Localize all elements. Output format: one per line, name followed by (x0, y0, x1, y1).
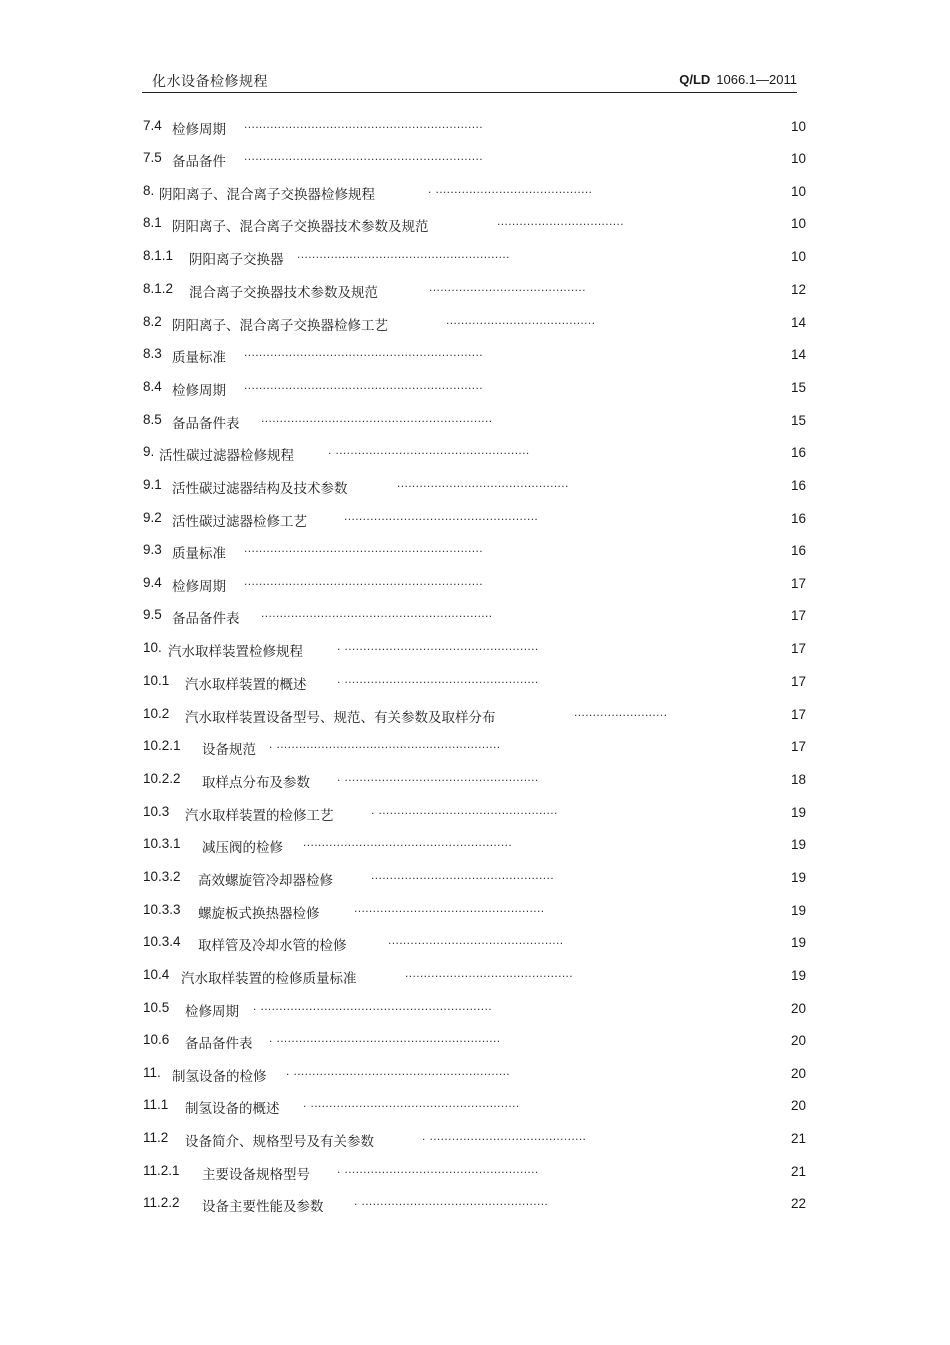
toc-dot-leader: ................................................................ (244, 378, 483, 392)
toc-dot-leader: ................................................................ (244, 574, 483, 588)
toc-entry-number: 11.1 (143, 1097, 169, 1112)
toc-entry-number: 10. (143, 640, 162, 655)
toc-page-number: 16 (790, 445, 806, 460)
toc-entry (143, 1063, 806, 1087)
toc-page-number: 17 (790, 608, 806, 623)
toc-entry-title: 备品备件表 (185, 1036, 253, 1052)
toc-entry-title: 取样点分布及参数 (202, 775, 310, 791)
toc-entry-title: 阴阳离子交换器 (189, 252, 284, 268)
toc-dot-leader: ................................................................ (244, 149, 483, 163)
toc-entry-title: 质量标准 (172, 350, 226, 366)
toc-entry-number: 10.2.1 (143, 738, 181, 753)
toc-entry-number: 10.4 (143, 967, 170, 982)
toc-page-number: 19 (790, 870, 806, 885)
toc-entry-title: 主要设备规格型号 (202, 1167, 310, 1183)
toc-entry-number: 7.5 (143, 150, 162, 165)
toc-page-number: 14 (790, 315, 806, 330)
toc-entry (143, 802, 806, 826)
toc-entry-title: 检修周期 (172, 579, 226, 595)
toc-entry-title: 检修周期 (172, 122, 226, 138)
toc-dot-leader: ........................................ (446, 313, 596, 327)
toc-dot-leader: .............................................................. (261, 411, 493, 425)
toc-entry-title: 汽水取样装置设备型号、规范、有关参数及取样分布 (185, 710, 496, 726)
toc-page-number: 16 (790, 543, 806, 558)
toc-entry (143, 540, 806, 564)
toc-entry-title: 设备规范 (202, 742, 256, 758)
toc-page-number: 19 (790, 968, 806, 983)
toc-page-number: 10 (790, 249, 806, 264)
page-header (142, 70, 797, 93)
toc-entry-title: 设备主要性能及参数 (202, 1199, 324, 1215)
toc-dot-leader: ......................................................... (297, 247, 510, 261)
toc-entry-number: 11. (143, 1065, 161, 1080)
toc-dot-leader: ........................................................ (303, 835, 513, 849)
toc-page-number: 19 (790, 805, 806, 820)
toc-entry-number: 10.3.3 (143, 902, 181, 917)
toc-dot-leader: . .......................................... (422, 1129, 587, 1143)
toc-entry (143, 410, 806, 434)
toc-entry-number: 8.2 (143, 314, 162, 329)
toc-page-number: 12 (790, 282, 806, 297)
toc-dot-leader: . .............................................................. (253, 999, 492, 1013)
toc-entry-number: 10.1 (143, 673, 170, 688)
toc-entry-title: 备品备件表 (172, 416, 240, 432)
toc-dot-leader: ................................................... (354, 901, 545, 915)
toc-dot-leader: . .......................................... (428, 182, 593, 196)
toc-entry-number: 9.4 (143, 575, 162, 590)
toc-entry-title: 阴阳离子、混合离子交换器检修工艺 (172, 318, 388, 334)
toc-page-number: 19 (790, 837, 806, 852)
toc-entry-title: 检修周期 (185, 1004, 239, 1020)
toc-entry (143, 508, 806, 532)
toc-entry-number: 10.6 (143, 1032, 170, 1047)
toc-page-number: 19 (790, 903, 806, 918)
toc-entry (143, 704, 806, 728)
toc-entry (143, 1095, 806, 1119)
toc-entry (143, 736, 806, 760)
toc-entry-number: 10.5 (143, 1000, 170, 1015)
toc-page-number: 14 (790, 347, 806, 362)
toc-page-number: 20 (790, 1033, 806, 1048)
toc-page-number: 19 (790, 935, 806, 950)
toc-entry (143, 181, 806, 205)
toc-entry (143, 605, 806, 629)
toc-entry-title: 备品备件 (172, 154, 226, 170)
toc-page-number: 10 (790, 184, 806, 199)
toc-entry-title: 活性碳过滤器结构及技术参数 (172, 481, 348, 497)
toc-entry-title: 混合离子交换器技术参数及规范 (189, 285, 378, 301)
standard-number: 1066.1—2011 (716, 72, 797, 87)
toc-entry-number: 8.5 (143, 412, 162, 427)
toc-dot-leader: . .................................................... (337, 639, 539, 653)
standard-code (679, 72, 797, 87)
toc-page-number: 10 (790, 119, 806, 134)
toc-dot-leader: .................................. (497, 214, 624, 228)
toc-entry-number: 8.1.1 (143, 248, 174, 263)
toc-entry-title: 汽水取样装置的检修质量标准 (181, 971, 357, 987)
toc-page-number: 18 (790, 772, 806, 787)
toc-entry-number: 8. (143, 183, 155, 198)
toc-page-number: 21 (790, 1131, 806, 1146)
toc-entry-number: 8.3 (143, 346, 162, 361)
toc-dot-leader: . .................................................... (337, 672, 539, 686)
toc-dot-leader: .............................................. (397, 476, 569, 490)
toc-entry-title: 设备简介、规格型号及有关参数 (185, 1134, 374, 1150)
toc-entry-number: 9.5 (143, 607, 162, 622)
toc-page-number: 21 (790, 1164, 806, 1179)
toc-entry-title: 阴阳离子、混合离子交换器技术参数及规范 (172, 219, 429, 235)
toc-entry-number: 10.3.4 (143, 934, 181, 949)
toc-dot-leader: . .................................................... (337, 770, 539, 784)
toc-dot-leader: . ................................................ (371, 803, 558, 817)
toc-entry (143, 116, 806, 140)
toc-dot-leader: . ........................................................ (303, 1096, 520, 1110)
toc-entry (143, 1128, 806, 1152)
toc-page-number: 17 (790, 739, 806, 754)
toc-dot-leader: . .................................................... (337, 1162, 539, 1176)
toc-entry-number: 10.3.2 (143, 869, 181, 884)
toc-page-number: 20 (790, 1066, 806, 1081)
toc-entry-title: 阴阳离子、混合离子交换器检修规程 (159, 187, 375, 203)
toc-dot-leader: .................................................... (344, 509, 539, 523)
toc-page-number: 16 (790, 478, 806, 493)
toc-dot-leader: ................................................................ (244, 117, 483, 131)
toc-page-number: 17 (790, 707, 806, 722)
toc-entry (143, 998, 806, 1022)
toc-entry (143, 246, 806, 270)
toc-entry-number: 9.2 (143, 510, 162, 525)
toc-entry-number: 10.2.2 (143, 771, 181, 786)
document-title: 化水设备检修规程 (152, 74, 268, 90)
toc-entry-title: 活性碳过滤器检修规程 (159, 448, 294, 464)
toc-entry (143, 1161, 806, 1185)
toc-page-number: 16 (790, 511, 806, 526)
toc-entry (143, 769, 806, 793)
toc-entry-number: 9.3 (143, 542, 162, 557)
toc-page-number: 15 (790, 413, 806, 428)
toc-entry (143, 475, 806, 499)
toc-page-number: 17 (790, 641, 806, 656)
toc-entry-number: 10.3.1 (143, 836, 181, 851)
toc-entry-number: 9.1 (143, 477, 162, 492)
toc-entry (143, 671, 806, 695)
toc-entry-number: 11.2.2 (143, 1195, 180, 1210)
toc-entry-number: 8.1.2 (143, 281, 174, 296)
toc-entry (143, 1030, 806, 1054)
toc-entry (143, 573, 806, 597)
toc-entry (143, 312, 806, 336)
toc-entry-number: 10.3 (143, 804, 170, 819)
toc-entry-title: 汽水取样装置检修规程 (168, 644, 303, 660)
toc-entry (143, 442, 806, 466)
toc-dot-leader: .............................................................. (261, 606, 493, 620)
toc-entry-title: 高效螺旋管冷却器检修 (198, 873, 333, 889)
standard-prefix: Q/LD (679, 72, 711, 87)
toc-entry-number: 7.4 (143, 118, 162, 133)
toc-page-number: 17 (790, 576, 806, 591)
toc-entry (143, 377, 806, 401)
toc-entry (143, 834, 806, 858)
toc-page-number: 17 (790, 674, 806, 689)
toc-entry-title: 备品备件表 (172, 611, 240, 627)
toc-page-number: 10 (790, 216, 806, 231)
toc-entry (143, 965, 806, 989)
toc-dot-leader: .......................................... (429, 280, 586, 294)
toc-dot-leader: ......................... (574, 705, 668, 719)
toc-entry-number: 10.2 (143, 706, 170, 721)
toc-page-number: 20 (790, 1001, 806, 1016)
toc-entry (143, 932, 806, 956)
toc-entry (143, 900, 806, 924)
toc-dot-leader: . .......................................................... (286, 1064, 511, 1078)
toc-dot-leader: . .................................................. (354, 1194, 549, 1208)
toc-entry-title: 取样管及冷却水管的检修 (198, 938, 347, 954)
toc-dot-leader: . ............................................................ (269, 1031, 501, 1045)
toc-page-number: 15 (790, 380, 806, 395)
toc-entry-title: 活性碳过滤器检修工艺 (172, 514, 307, 530)
toc-entry (143, 213, 806, 237)
toc-entry-title: 减压阀的检修 (202, 840, 283, 856)
toc-dot-leader: ................................................................ (244, 541, 483, 555)
toc-entry (143, 279, 806, 303)
toc-entry-number: 9. (143, 444, 155, 459)
toc-entry-number: 8.4 (143, 379, 162, 394)
toc-entry-title: 汽水取样装置的检修工艺 (185, 808, 334, 824)
toc-entry-number: 8.1 (143, 215, 162, 230)
toc-dot-leader: . ............................................................ (269, 737, 501, 751)
toc-entry-title: 螺旋板式换热器检修 (198, 906, 320, 922)
toc-entry-number: 11.2.1 (143, 1163, 180, 1178)
toc-entry (143, 867, 806, 891)
toc-dot-leader: ................................................................ (244, 345, 483, 359)
toc-entry (143, 344, 806, 368)
toc-entry (143, 148, 806, 172)
toc-dot-leader: ............................................. (405, 966, 574, 980)
toc-page-number: 20 (790, 1098, 806, 1113)
toc-entry-title: 汽水取样装置的概述 (185, 677, 307, 693)
toc-entry-title: 制氢设备的检修 (172, 1069, 267, 1085)
toc-entry-title: 检修周期 (172, 383, 226, 399)
toc-entry-number: 11.2 (143, 1130, 169, 1145)
toc-dot-leader: ............................................... (388, 933, 564, 947)
toc-dot-leader: ................................................. (371, 868, 554, 882)
toc-dot-leader: . .................................................... (328, 443, 530, 457)
toc-entry (143, 638, 806, 662)
toc-page-number: 10 (790, 151, 806, 166)
toc-entry (143, 1193, 806, 1217)
toc-entry-title: 制氢设备的概述 (185, 1101, 280, 1117)
toc-entry-title: 质量标准 (172, 546, 226, 562)
toc-page-number: 22 (790, 1196, 806, 1211)
